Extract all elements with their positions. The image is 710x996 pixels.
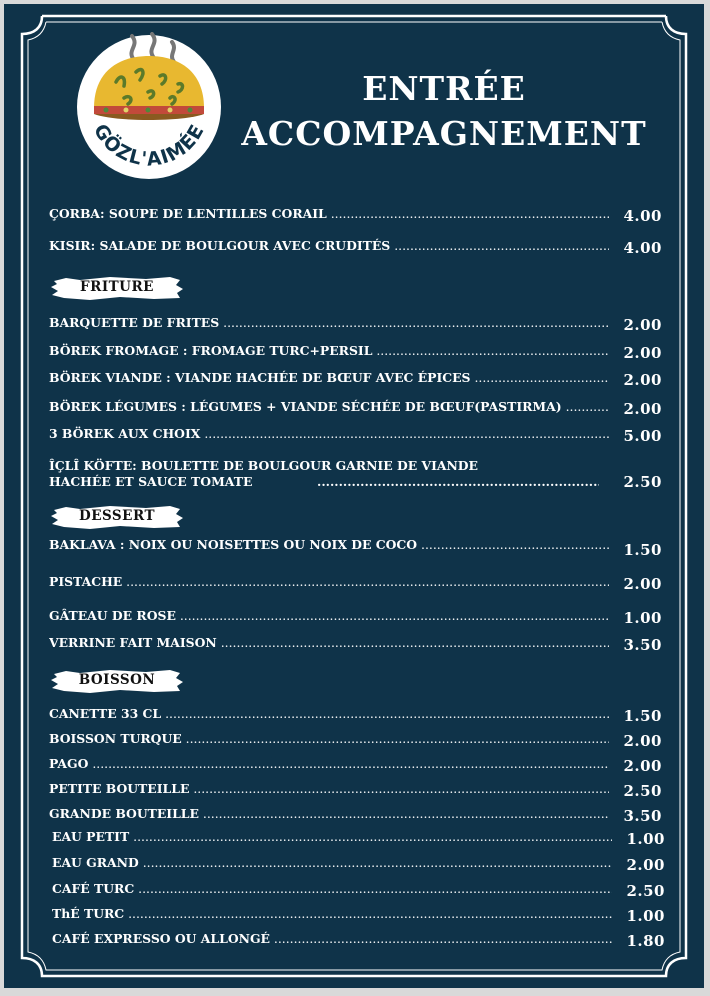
- item-price: 2.00: [623, 575, 662, 593]
- item-price: 1.50: [623, 541, 662, 559]
- item-label: BARQUETTE DE FRITES .....: [49, 315, 609, 331]
- item-price: 4.00: [623, 239, 662, 257]
- menu-item-icli-kofte: [49, 458, 664, 492]
- item-label: EAU PETIT .....: [52, 829, 612, 845]
- item-price: 2.50: [623, 782, 662, 800]
- item-price: 2.00: [623, 371, 662, 389]
- section-heading: FRITURE: [80, 279, 154, 295]
- item-price: 2.50: [626, 882, 665, 900]
- item-label: CANETTE 33 CL .....: [49, 706, 609, 722]
- item-price: 2.00: [623, 344, 662, 362]
- item-label: 3 BÖREK AUX CHOIX .....: [49, 426, 609, 442]
- item-label: ThÉ TURC .....: [52, 906, 612, 922]
- item-label: KISIR: SALADE DE BOULGOUR AVEC CRUDITÉS .....: [49, 238, 609, 254]
- item-price: 2.50: [623, 473, 662, 491]
- item-label: CAFÉ EXPRESSO OU ALLONGÉ .....: [52, 931, 612, 947]
- item-price: 2.00: [623, 732, 662, 750]
- item-label: PAGO .....: [49, 756, 609, 772]
- item-price: 2.00: [626, 856, 665, 874]
- item-price: 2.00: [623, 316, 662, 334]
- leader-dots: [317, 474, 599, 490]
- section-banner-boisson: [50, 667, 184, 695]
- item-label: BAKLAVA : NOIX OU NOISETTES OU NOIX DE COCO .....: [49, 537, 609, 553]
- item-label: EAU GRAND .....: [52, 855, 612, 871]
- title-line-2: ACCOMPAGNEMENT: [241, 114, 647, 153]
- brand-name: GÖZL'AIMÉE: [88, 120, 209, 171]
- item-price: 1.00: [623, 609, 662, 627]
- item-price: 1.00: [626, 907, 665, 925]
- item-label: GÂTEAU DE ROSE .....: [49, 608, 609, 624]
- item-price: 5.00: [623, 427, 662, 445]
- item-label: GRANDE BOUTEILLE .....: [49, 806, 609, 822]
- section-heading: DESSERT: [78, 508, 156, 524]
- brand-logo: [74, 32, 224, 182]
- section-heading: BOISSON: [78, 672, 156, 688]
- item-label: BÖREK VIANDE : VIANDE HACHÉE DE BŒUF AVEC ÉPICES .....: [49, 370, 609, 386]
- section-banner-friture: [50, 274, 184, 302]
- item-price: 1.00: [626, 830, 665, 848]
- item-price: 4.00: [623, 207, 662, 225]
- item-label: BOISSON TURQUE .....: [49, 731, 609, 747]
- item-price: 2.00: [623, 400, 662, 418]
- item-label: CAFÉ TURC .....: [52, 881, 612, 897]
- item-label: VERRINE FAIT MAISON .....: [49, 635, 609, 651]
- menu-page: [4, 4, 704, 988]
- item-label-line-2: HACHÉE ET SAUCE TOMATE: [49, 474, 253, 489]
- item-price: 2.00: [623, 757, 662, 775]
- item-label: ÇORBA: SOUPE DE LENTILLES CORAIL .....: [49, 206, 609, 222]
- item-price: 1.80: [626, 932, 665, 950]
- item-label: BÖREK LÉGUMES : LÉGUMES + VIANDE SÉCHÉE DE BŒUF(PASTIRMA) .....: [49, 399, 609, 415]
- item-label: PISTACHE .....: [49, 574, 609, 590]
- item-price: 1.50: [623, 707, 662, 725]
- item-label: PETITE BOUTEILLE .....: [49, 781, 609, 797]
- item-label: BÖREK FROMAGE : FROMAGE TURC+PERSIL .....: [49, 343, 609, 359]
- item-price: 3.50: [623, 807, 662, 825]
- section-banner-dessert: [50, 503, 184, 531]
- item-price: 3.50: [623, 636, 662, 654]
- item-label-line-1: ÎÇLÎ KÖFTE: BOULETTE DE BOULGOUR GARNIE DE VIANDE: [49, 458, 478, 473]
- title-line-1: ENTRÉE: [362, 69, 526, 108]
